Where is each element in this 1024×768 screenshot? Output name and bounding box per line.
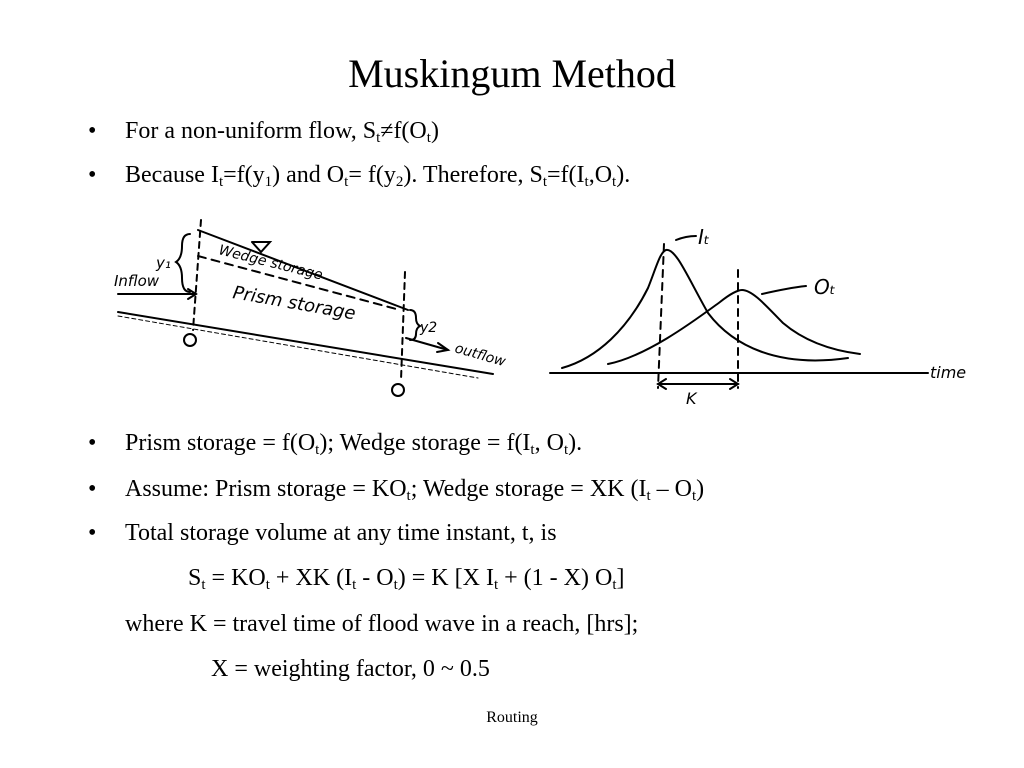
slide-footer: Routing xyxy=(486,709,538,726)
x-definition: X = weighting factor, 0 ~ 0.5 xyxy=(211,656,490,682)
y1-label: y₁ xyxy=(156,254,171,272)
bullet-nonuniform-flow: For a non-uniform flow, $S_t\ne f(O_t)$ xyxy=(125,118,439,146)
reach-storage-sketch xyxy=(108,212,528,402)
slide-title: Muskingum Method xyxy=(348,51,676,96)
wedge-storage-label: Wedge storage xyxy=(217,242,325,284)
inflow-label: Inflow xyxy=(114,272,160,290)
section-2-line xyxy=(401,272,405,380)
section-1-line xyxy=(193,220,201,330)
y1-brace xyxy=(176,234,190,292)
k-label: K xyxy=(686,389,697,408)
bullet-prism-wedge: Prism storage = $f(O_t)$; Wedge storage = $f(I_t$, $O_t$). xyxy=(125,430,583,458)
outflow-leader xyxy=(762,286,806,294)
y2-label: y2 xyxy=(420,320,438,336)
bullet-marker: • xyxy=(88,118,97,144)
time-axis-label: time xyxy=(930,363,967,382)
inflow-hydrograph xyxy=(562,250,848,368)
storage-equation: $S_t = KO_t$ + XK $(I_t - O_t) = K$ [X $I_t + (1 - X)$ $O_t$] xyxy=(188,565,625,593)
outflow-curve-label: Oₜ xyxy=(814,275,836,299)
y2-brace xyxy=(410,310,420,340)
section-2-marker xyxy=(392,384,404,396)
inflow-curve-label: Iₜ xyxy=(698,225,710,249)
inflow-peak-line xyxy=(658,244,664,388)
section-1-marker xyxy=(184,334,196,346)
bullet-because: Because $I_t=f(y_1)$ and $O_t= f(y_2)$. Therefore, $S_t=f(I_t,O_t)$. xyxy=(125,162,631,190)
bullet-marker: • xyxy=(88,476,97,502)
bullet-marker: • xyxy=(88,520,97,546)
prism-storage-label: Prism storage xyxy=(231,282,358,325)
hydrograph-sketch xyxy=(548,218,978,410)
bullet-marker: • xyxy=(88,430,97,456)
outflow-label: outflow xyxy=(452,340,508,371)
bullet-marker: • xyxy=(88,162,97,188)
bullet-total-storage: Total storage volume at any time instant, t, is xyxy=(125,520,557,546)
bullet-assume: Assume: Prism storage = $KO_t$; Wedge storage = XK $(I_t - O_t)$ xyxy=(125,476,705,504)
k-definition: where K = travel time of flood wave in a reach, [hrs]; xyxy=(125,611,639,637)
outflow-hydrograph xyxy=(608,290,860,364)
inflow-leader xyxy=(676,236,696,240)
